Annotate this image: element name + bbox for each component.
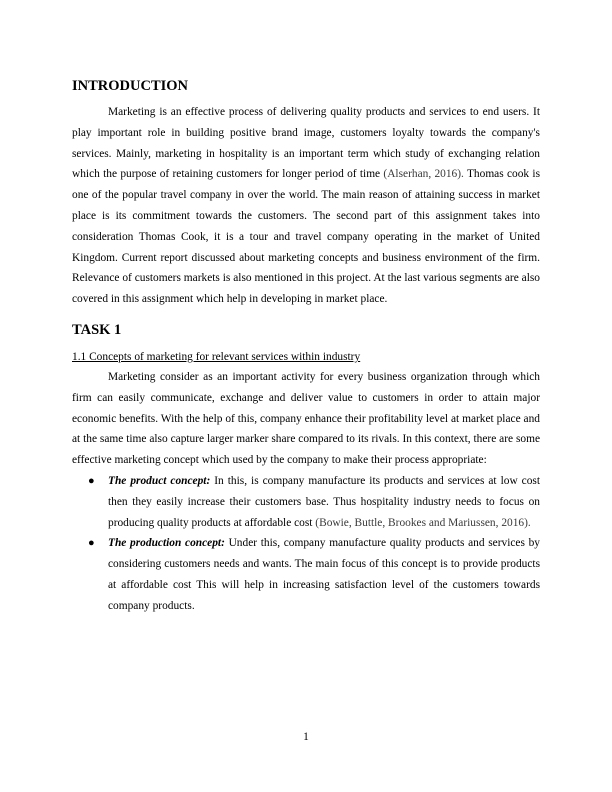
bullet-icon: ●: [88, 474, 95, 487]
introduction-citation: (Alserhan, 2016).: [383, 168, 464, 181]
bullet-citation: (Bowie, Buttle, Brookes and Mariussen, 2016).: [315, 516, 531, 529]
list-item: [72, 471, 540, 533]
task1-subheading: 1.1 Concepts of marketing for relevant services within industry: [72, 350, 361, 363]
bullet-icon: ●: [88, 537, 95, 550]
page-content: [72, 76, 540, 617]
introduction-heading: INTRODUCTION: [72, 78, 189, 94]
concept-list: [72, 471, 540, 617]
bullet-text: In this, is company manufacture its products and services at low cost then they easily increase their customers base. Thus hospitality industry needs to focus on producing quality products at affordable cost: [108, 474, 541, 529]
task1-paragraph: Marketing consider as an important activity for every business organization through which firm can easily communicate, exchange and deliver value to customers in order to attain major economic benefits. With the help of this, company enhance their profitability level at market place and at the same time also capture larger marker share compared to its rivals. In this context, there are some effective marketing concept which used by the company to make their process appropriate:: [72, 370, 540, 467]
introduction-paragraph: [72, 102, 540, 310]
bullet-text: Under this, company manufacture quality products and services by considering customers needs and wants. The main focus of this concept is to provide products at affordable cost This will help in increasing satisfaction level of the customers towards company products.: [108, 537, 540, 612]
list-item: [72, 533, 540, 616]
introduction-text-b: Thomas cook is one of the popular travel company in over the world. The main reason of attaining success in market place is its commitment towards the customers. The second part of this assignment takes into consideration Thomas Cook, it is a tour and travel company operating in the market of United Kingdom. Current report discussed about marketing concepts and business environment of the firm. Relevance of customers markets is also mentioned in this project. At the last various segments are also covered in this assignment which help in developing in market place.: [72, 168, 540, 306]
page-number: 1: [303, 731, 309, 743]
bullet-term: The product concept:: [108, 474, 211, 487]
introduction-text-a: Marketing is an effective process of delivering quality products and services to end users. It play important role in building positive brand image, customers loyalty towards the company's services. Mainly, marketing in hospitality is an important term which study of exchanging relation which the purpose of retaining customers for longer period of time: [72, 106, 540, 181]
task1-heading: TASK 1: [72, 321, 122, 338]
bullet-term: The production concept:: [108, 537, 225, 550]
